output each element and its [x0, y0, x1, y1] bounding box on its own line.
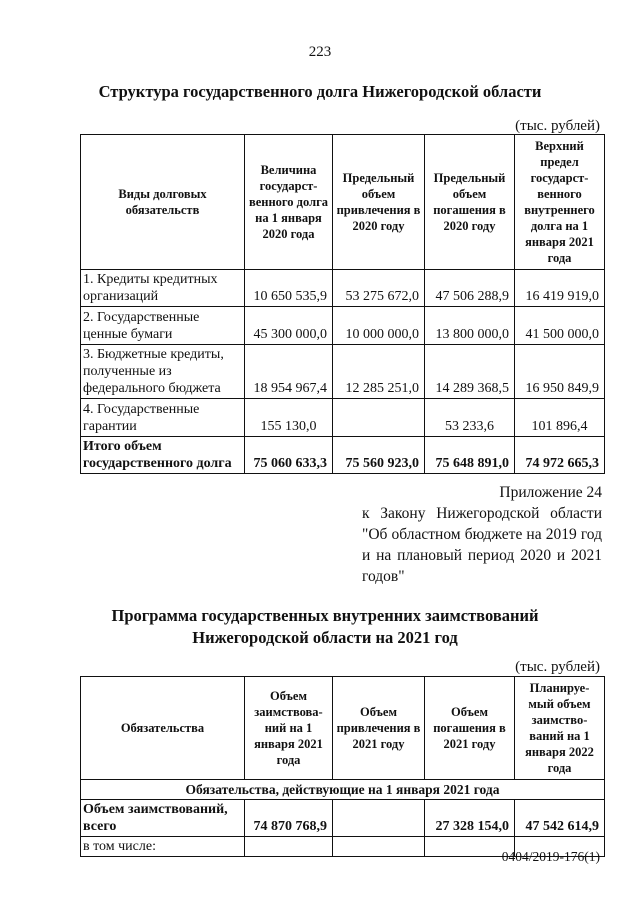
table-cell — [333, 399, 425, 437]
column-header: Предельный объем привлечения в 2020 году — [333, 135, 425, 270]
row-label: 1. Кредиты кредитных организаций — [81, 270, 245, 307]
table1-title: Структура государственного долга Нижегородской области — [98, 82, 542, 101]
row-label: в том числе: — [81, 837, 245, 857]
section-label: Обязательства, действующие на 1 января 2021 года — [81, 780, 605, 800]
document-code: 0404/2019-176(1) — [501, 849, 600, 864]
column-header: Предельный объем погашения в 2020 году — [425, 135, 515, 270]
row-label: 2. Государственные ценные бумаги — [81, 307, 245, 345]
appendix-note — [362, 482, 602, 587]
borrowing-program-table — [80, 676, 605, 857]
table-row — [81, 399, 605, 437]
table-cell — [245, 837, 333, 857]
table-cell: 155 130,0 — [245, 399, 333, 437]
table-cell — [333, 800, 425, 837]
table-cell: 18 954 967,4 — [245, 345, 333, 399]
table2-title-line: Нижегородской области на 2021 год — [192, 628, 458, 647]
row-label: 4. Государственные гарантии — [81, 399, 245, 437]
appendix-line: "Об областном бюджете на 2019 год — [362, 526, 602, 543]
row-label: Объем заимствований, всего — [81, 800, 245, 837]
table-row — [81, 345, 605, 399]
table-cell: 74 870 768,9 — [245, 800, 333, 837]
column-header: Объем привлечения в 2021 году — [333, 677, 425, 780]
table-header-row — [81, 677, 605, 780]
row-label: 3. Бюджетные кредиты, полученные из федерального бюджета — [81, 345, 245, 399]
column-header: Планируе-мый объем заимство-ваний на 1 января 2022 года — [515, 677, 605, 780]
column-header: Верхний предел государст-венного внутреннего долга на 1 января 2021 года — [515, 135, 605, 270]
table-cell — [333, 837, 425, 857]
table-cell: 75 560 923,0 — [333, 437, 425, 474]
debt-structure-table — [80, 134, 605, 474]
column-header: Объем заимствова-ний на 1 января 2021 года — [245, 677, 333, 780]
table-cell: 16 419 919,0 — [515, 270, 605, 307]
page-number: 223 — [308, 44, 332, 60]
section-row — [81, 780, 605, 800]
table-cell: 12 285 251,0 — [333, 345, 425, 399]
table-cell: 101 896,4 — [515, 399, 605, 437]
column-header: Обязательства — [81, 677, 245, 780]
table-cell: 53 233,6 — [425, 399, 515, 437]
table2-title-line: Программа государственных внутренних заимствований — [111, 606, 539, 625]
column-header: Объем погашения в 2021 году — [425, 677, 515, 780]
table-cell: 10 000 000,0 — [333, 307, 425, 345]
table-row — [81, 270, 605, 307]
appendix-line: и на плановый период 2020 и 2021 — [362, 547, 602, 564]
table-header-row — [81, 135, 605, 270]
table-row — [81, 307, 605, 345]
table-cell: 47 542 614,9 — [515, 800, 605, 837]
table-cell: 16 950 849,9 — [515, 345, 605, 399]
table-row — [81, 800, 605, 837]
table-cell: 74 972 665,3 — [515, 437, 605, 474]
column-header: Виды долговых обязательств — [81, 135, 245, 270]
table-cell: 10 650 535,9 — [245, 270, 333, 307]
table-cell: 41 500 000,0 — [515, 307, 605, 345]
table-total-row — [81, 437, 605, 474]
row-label: Итого объем государственного долга — [81, 437, 245, 474]
table-cell: 47 506 288,9 — [425, 270, 515, 307]
table-cell: 45 300 000,0 — [245, 307, 333, 345]
table-cell: 27 328 154,0 — [425, 800, 515, 837]
table-cell: 75 648 891,0 — [425, 437, 515, 474]
appendix-line: к Закону Нижегородской области — [362, 505, 602, 522]
table-cell: 13 800 000,0 — [425, 307, 515, 345]
table1-units: (тыс. рублей) — [515, 118, 600, 134]
table2-units: (тыс. рублей) — [515, 659, 600, 675]
appendix-line: годов" — [362, 568, 405, 585]
table-cell: 75 060 633,3 — [245, 437, 333, 474]
appendix-line: Приложение 24 — [499, 484, 602, 501]
column-header: Величина государст-венного долга на 1 января 2020 года — [245, 135, 333, 270]
table2-title — [0, 605, 640, 649]
table-cell: 53 275 672,0 — [333, 270, 425, 307]
table-cell: 14 289 368,5 — [425, 345, 515, 399]
